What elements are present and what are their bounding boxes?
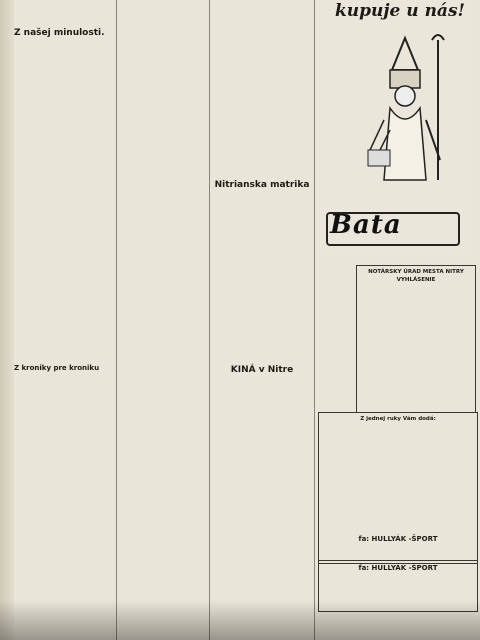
st-nicholas-figure-illustration <box>360 30 450 200</box>
column-1-text <box>14 41 114 361</box>
heading-nasej-minulosti: Z našej minulosti. <box>14 28 105 38</box>
column-1 <box>14 0 114 640</box>
column-2 <box>120 0 208 640</box>
notary-notice-box <box>356 265 476 413</box>
page-shadow <box>0 600 480 640</box>
bata-logo: Bata <box>330 210 402 240</box>
bata-slogan: kupuje u nás! <box>335 1 465 21</box>
column-divider <box>116 0 117 640</box>
column-3 <box>212 0 312 640</box>
page-edge <box>0 0 14 640</box>
ad-brand-2: fa: HULLYÁK -ŠPORT <box>358 564 438 572</box>
column-divider <box>209 0 210 640</box>
heading-kina-v-nitre: KINÁ v Nitre <box>230 365 294 375</box>
column-divider <box>314 0 315 640</box>
ad-brand: fa: HULLYÁK -ŠPORT <box>358 535 438 543</box>
notice-title: NOTÁRSKY ÚRAD MESTA NITRY <box>368 269 464 275</box>
ad-title: Z jednej ruky Vám dodá: <box>360 416 436 422</box>
heading-kroniky: Z kroniky pre kroniku <box>14 364 100 372</box>
hullyak-advertisement <box>318 412 478 564</box>
notice-subtitle: VYHLÁSENIE <box>396 277 436 283</box>
ad-text <box>323 424 473 534</box>
heading-nitrianska-matrika: Nitrianska matrika <box>214 180 310 190</box>
